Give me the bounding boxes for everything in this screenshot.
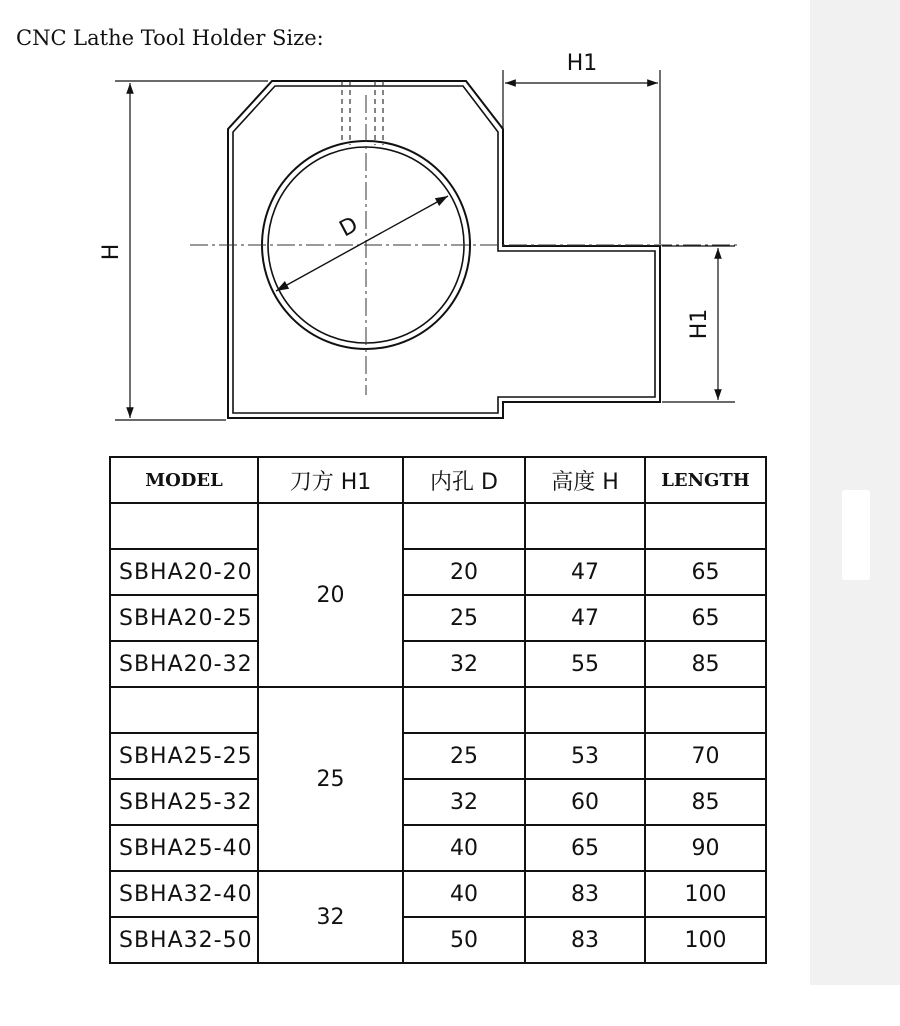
length-cell: 90 [645,825,766,871]
model-cell: SBHA20-32 [110,641,258,687]
group-h1-cell: 20 [258,503,403,687]
screw-hole-lines [342,81,383,145]
table-row [110,779,766,825]
page-title: CNC Lathe Tool Holder Size: [16,26,324,50]
spacer-cell [110,687,258,733]
group-h1-cell: 32 [258,871,403,963]
size-table [109,456,767,964]
table-row [110,917,766,963]
model-cell: SBHA20-25 [110,595,258,641]
header-h1: 刀方 H1 [258,457,403,503]
height-cell: 47 [525,595,645,641]
length-cell: 85 [645,641,766,687]
bore-cell: 25 [403,595,525,641]
spacer-cell [403,687,525,733]
table-row [110,595,766,641]
height-cell: 53 [525,733,645,779]
height-cell: 83 [525,917,645,963]
table-spacer-row [110,503,766,549]
length-cell: 100 [645,871,766,917]
length-cell: 70 [645,733,766,779]
height-cell: 55 [525,641,645,687]
model-cell: SBHA20-20 [110,549,258,595]
height-dimension [115,81,268,420]
bore-cell: 40 [403,825,525,871]
header-bore-d: 内孔 D [403,457,525,503]
length-cell: 85 [645,779,766,825]
table-row [110,641,766,687]
bore-cell: 32 [403,641,525,687]
height-cell: 60 [525,779,645,825]
table-row [110,825,766,871]
table-spacer-row [110,687,766,733]
holder-outline [228,81,660,418]
model-cell: SBHA32-40 [110,871,258,917]
h1-top-dimension [503,70,660,244]
right-side-panel [810,0,900,985]
header-model: MODEL [110,457,258,503]
model-cell: SBHA25-32 [110,779,258,825]
header-height-h: 高度 H [525,457,645,503]
height-cell: 83 [525,871,645,917]
spacer-cell [645,503,766,549]
bore-cell: 25 [403,733,525,779]
table-row [110,871,766,917]
model-cell: SBHA32-50 [110,917,258,963]
length-cell: 65 [645,549,766,595]
spacer-cell [110,503,258,549]
spacer-cell [525,503,645,549]
diameter-dimension-line [276,196,448,291]
length-cell: 65 [645,595,766,641]
table-row [110,733,766,779]
height-cell: 47 [525,549,645,595]
bore-cell: 20 [403,549,525,595]
height-cell: 65 [525,825,645,871]
model-cell: SBHA25-40 [110,825,258,871]
table-row [110,549,766,595]
model-cell: SBHA25-25 [110,733,258,779]
panel-highlight [842,490,870,580]
center-lines [190,95,740,395]
bore-cell: 40 [403,871,525,917]
label-d: D [335,212,363,243]
group-h1-cell: 25 [258,687,403,871]
bore-cell: 32 [403,779,525,825]
length-cell: 100 [645,917,766,963]
tool-holder-drawing [0,0,810,440]
label-h: H [99,243,124,261]
table-header-row [110,457,766,503]
spacer-cell [525,687,645,733]
spacer-cell [403,503,525,549]
label-h1-top: H1 [566,51,598,76]
spacer-cell [645,687,766,733]
bore-cell: 50 [403,917,525,963]
header-length: LENGTH [645,457,766,503]
label-h1-right: H1 [687,308,712,340]
